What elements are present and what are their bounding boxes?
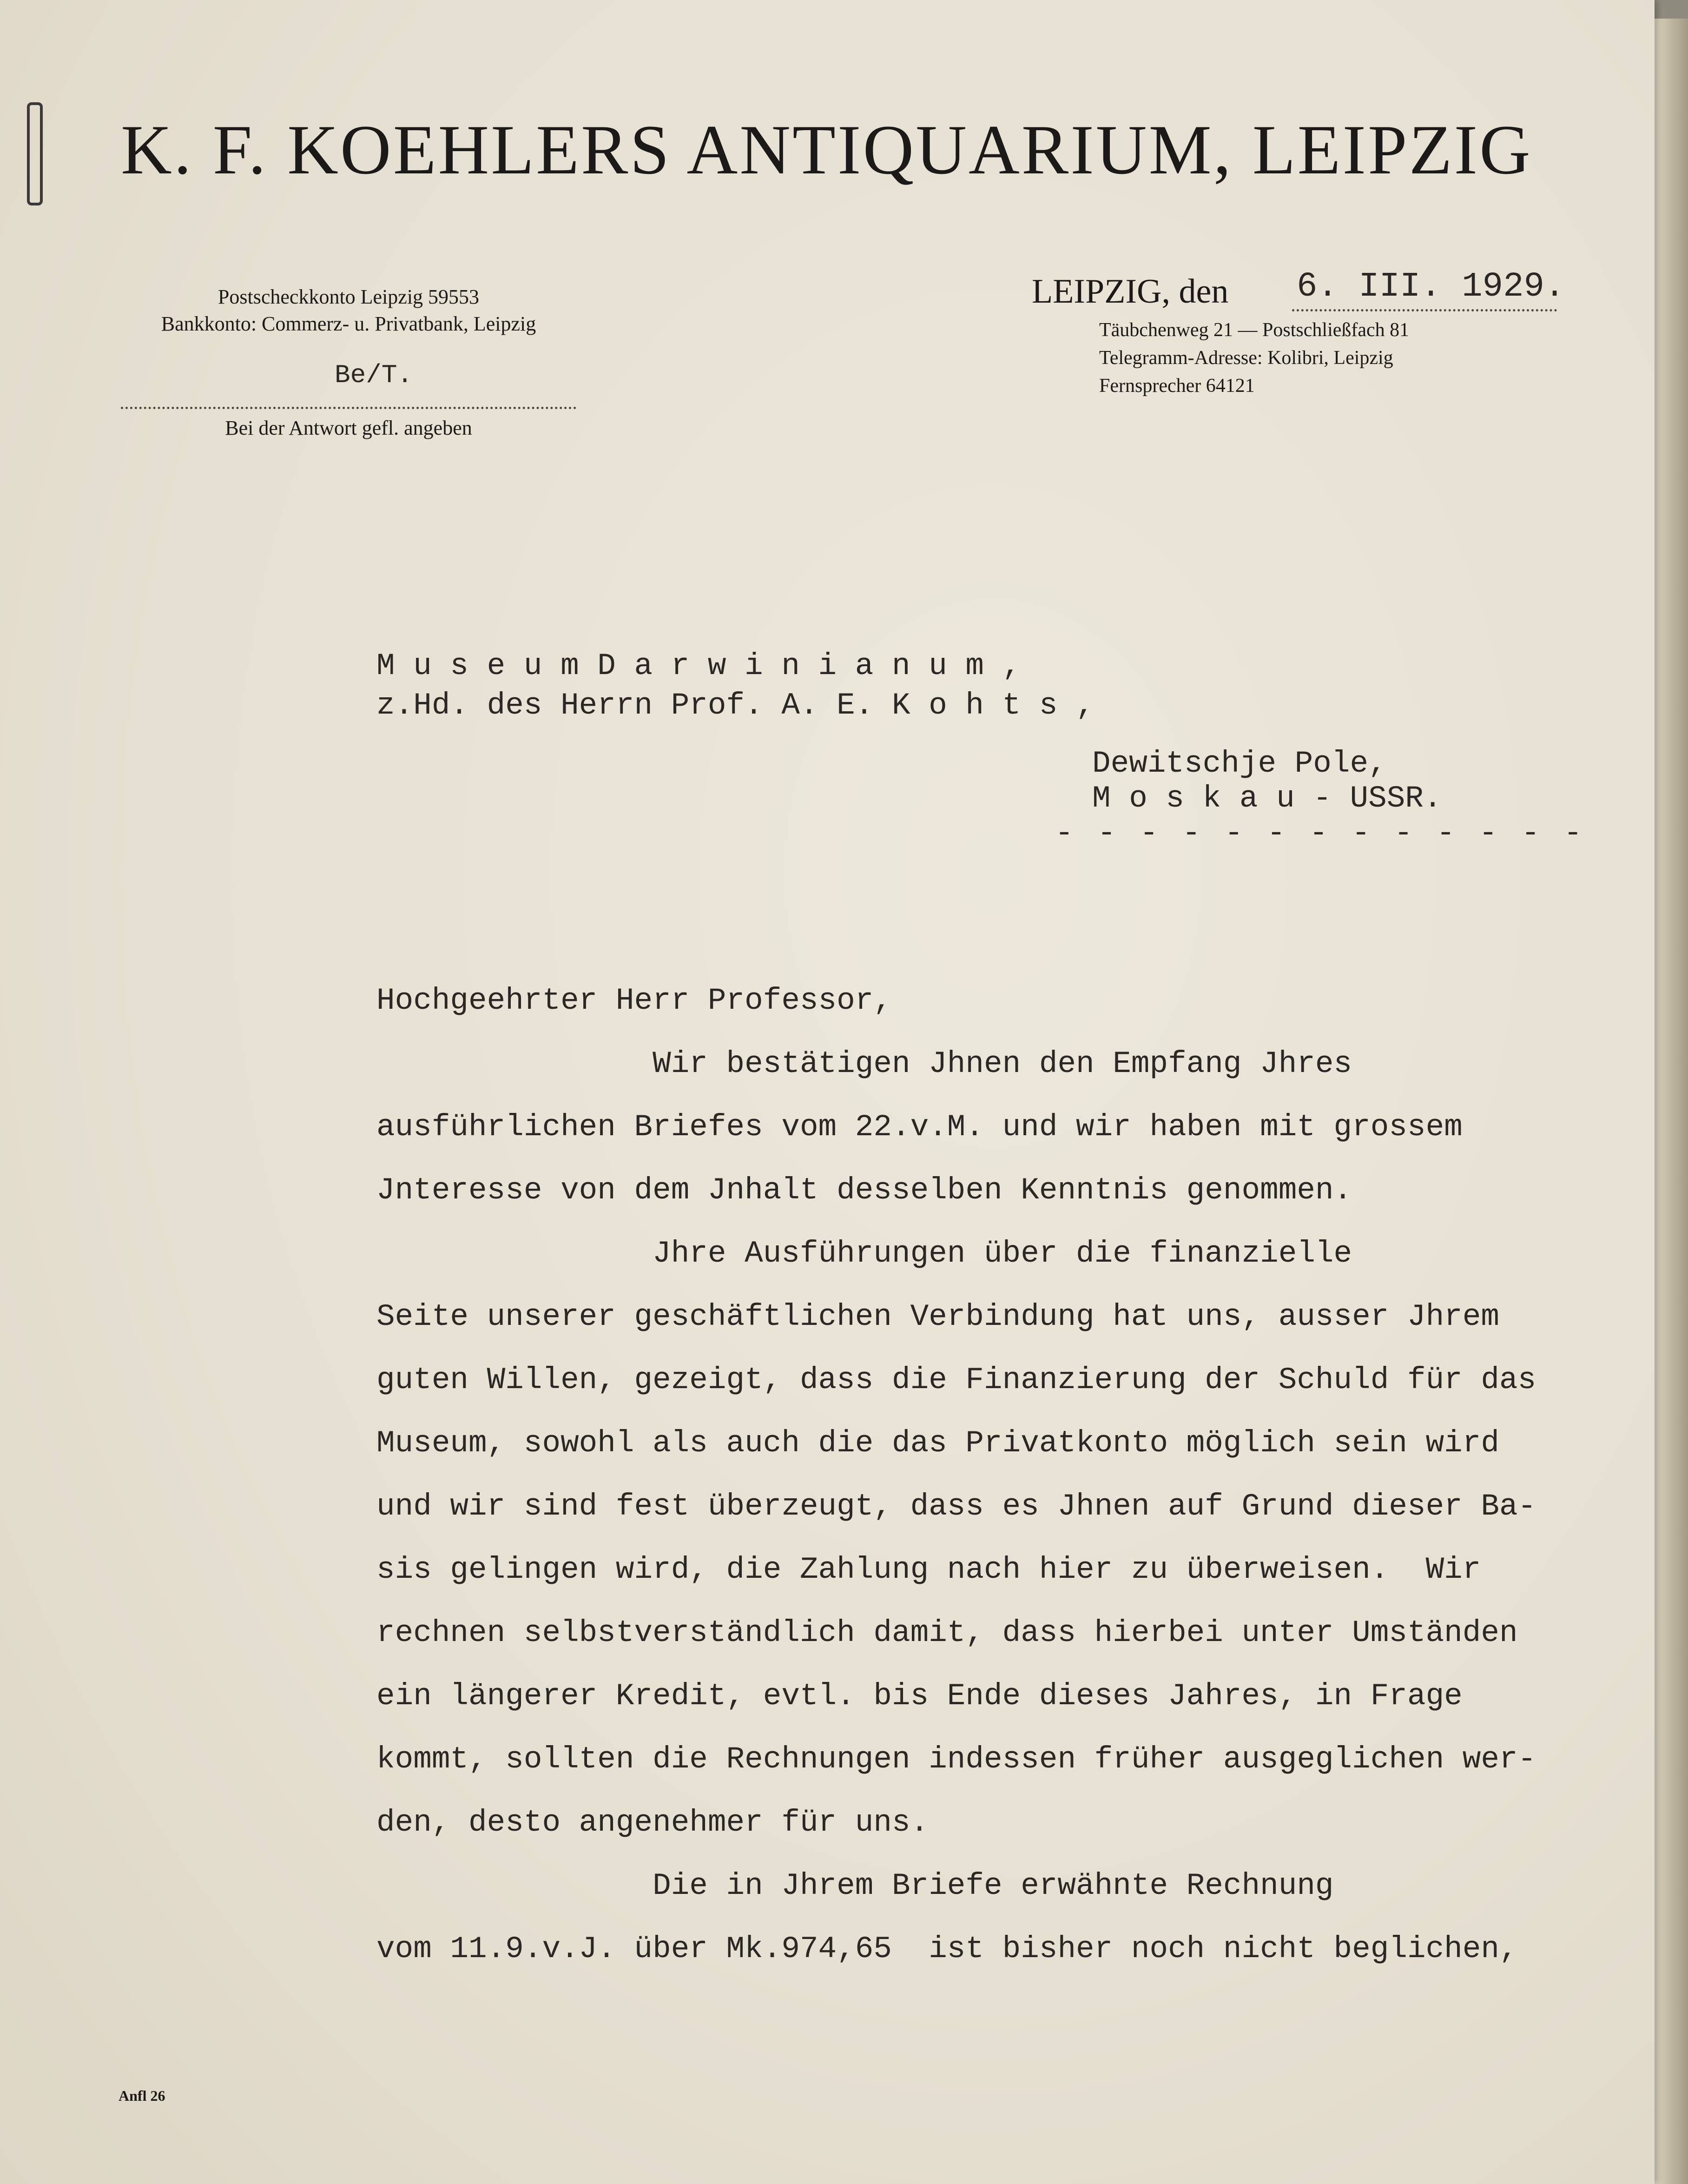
recipient-street: Dewitschje Pole, bbox=[1092, 746, 1387, 781]
firm-name-heading: K. F. KOEHLERS ANTIQUARIUM, LEIPZIG bbox=[121, 111, 1532, 189]
salutation: Hochgeehrter Herr Professor, bbox=[376, 983, 892, 1018]
body-line: sis gelingen wird, die Zahlung nach hier zu überweisen. Wir bbox=[376, 1552, 1481, 1587]
reference-code: Be/T. bbox=[335, 360, 413, 390]
postal-check-account: Postscheckkonto Leipzig 59553 bbox=[218, 285, 480, 308]
body-line: Jnteresse von dem Jnhalt desselben Kenntnis genommen. bbox=[376, 1173, 1352, 1208]
body-line: vom 11.9.v.J. über Mk.974,65 ist bisher noch nicht beglichen, bbox=[376, 1932, 1518, 1966]
telephone-number: Fernsprecher 64121 bbox=[1099, 375, 1255, 397]
form-code: Anfl 26 bbox=[119, 2087, 165, 2104]
body-line: ein längerer Kredit, evtl. bis Ende dieses Jahres, in Frage bbox=[376, 1679, 1463, 1714]
recipient-city: M o s k a u - USSR. bbox=[1092, 781, 1442, 816]
body-line: ausführlichen Briefes vom 22.v.M. und wir haben mit grossem bbox=[376, 1110, 1463, 1145]
recipient-attention: z.Hd. des Herrn Prof. A. E. K o h t s , bbox=[376, 688, 1095, 723]
body-line: den, desto angenehmer für uns. bbox=[376, 1805, 929, 1840]
bank-account: Bankkonto: Commerz- u. Privatbank, Leipzig bbox=[161, 312, 536, 335]
body-line: Seite unserer geschäftlichen Verbindung hat uns, ausser Jhrem bbox=[376, 1299, 1499, 1334]
body-line: Wir bestätigen Jhnen den Empfang Jhres bbox=[376, 1046, 1352, 1081]
address-underline: - - - - - - - - - - - - - bbox=[1055, 816, 1585, 851]
letter-date: 6. III. 1929. bbox=[1297, 267, 1565, 306]
body-line: Museum, sowohl als auch die das Privatkonto möglich sein wird bbox=[376, 1426, 1499, 1461]
recipient-institution: M u s e u m D a r w i n i a n u m , bbox=[376, 649, 1021, 683]
telegram-address: Telegramm-Adresse: Kolibri, Leipzig bbox=[1099, 347, 1393, 369]
reply-note: Bei der Antwort gefl. angeben bbox=[225, 417, 472, 439]
body-line: kommt, sollten die Rechnungen indessen früher ausgeglichen wer- bbox=[376, 1742, 1536, 1777]
account-details bbox=[112, 284, 586, 338]
city-date-label: LEIPZIG, den bbox=[1032, 272, 1229, 311]
staple-mark bbox=[27, 102, 43, 205]
contact-details bbox=[1099, 316, 1409, 400]
date-dotted-rule bbox=[1292, 309, 1557, 311]
reference-dotted-rule bbox=[121, 407, 576, 409]
letter-body bbox=[376, 969, 1585, 1981]
body-line: rechnen selbstverständlich damit, dass hierbei unter Umständen bbox=[376, 1615, 1518, 1650]
body-line: Die in Jhrem Briefe erwähnte Rechnung bbox=[376, 1868, 1334, 1903]
street-address: Täubchenweg 21 — Postschließfach 81 bbox=[1099, 319, 1410, 341]
body-line: guten Willen, gezeigt, dass die Finanzierung der Schuld für das bbox=[376, 1363, 1536, 1397]
body-line: Jhre Ausführungen über die finanzielle bbox=[376, 1236, 1352, 1271]
body-line: und wir sind fest überzeugt, dass es Jhnen auf Grund dieser Ba- bbox=[376, 1489, 1536, 1524]
